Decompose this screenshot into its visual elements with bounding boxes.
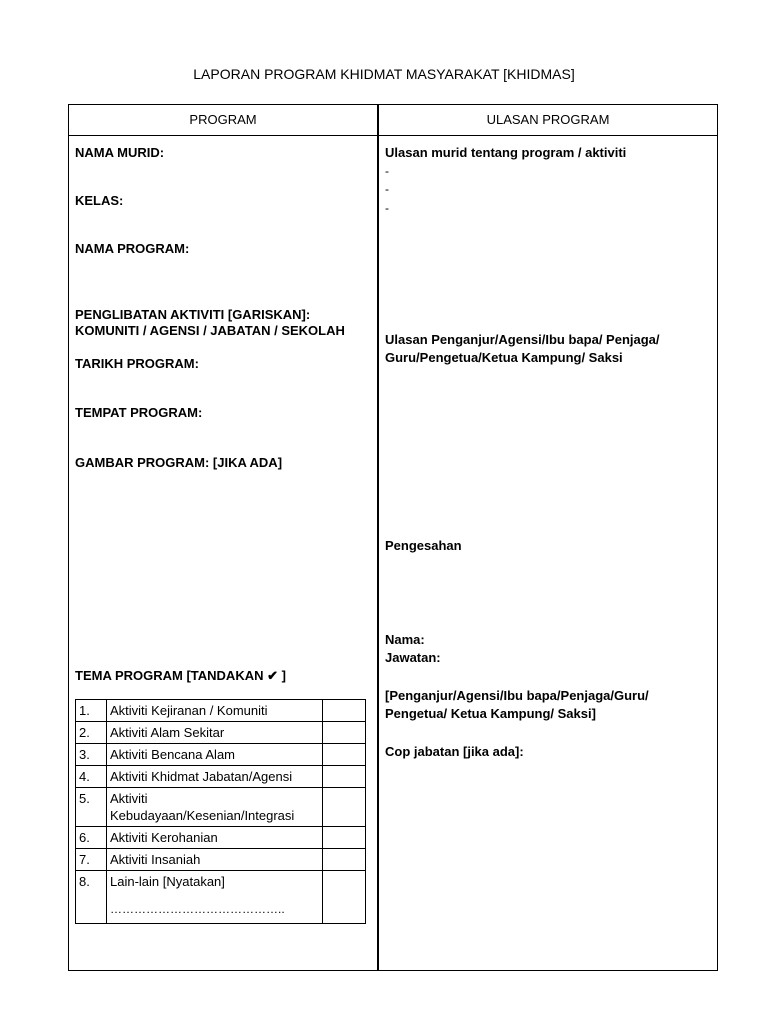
header-ulasan-program: ULASAN PROGRAM (486, 112, 610, 127)
row-label: Lain-lain [Nyatakan] (110, 874, 225, 889)
tick-cell[interactable] (323, 700, 366, 722)
label-penganjur-list-cont: Pengetua/ Ketua Kampung/ Saksi] (385, 706, 596, 721)
row-number: 5. (76, 788, 107, 827)
row-label: Aktiviti Insaniah (107, 849, 323, 871)
row-label: Aktiviti Alam Sekitar (107, 722, 323, 744)
row-label: Aktiviti Khidmat Jabatan/Agensi (107, 766, 323, 788)
row-label: Aktiviti Bencana Alam (107, 744, 323, 766)
label-jawatan: Jawatan: (385, 650, 441, 665)
label-kelas: KELAS: (75, 193, 124, 208)
row-number: 6. (76, 827, 107, 849)
tick-cell[interactable] (323, 766, 366, 788)
label-ulasan-murid: Ulasan murid tentang program / aktiviti (385, 145, 627, 160)
label-penganjur-list: [Penganjur/Agensi/Ibu bapa/Penjaga/Guru/ (385, 688, 649, 703)
row-label: Aktiviti Kerohanian (107, 827, 323, 849)
row-number: 1. (76, 700, 107, 722)
row-label: Aktiviti Kebudayaan/Kesenian/Integrasi (107, 788, 323, 827)
label-cop-jabatan: Cop jabatan [jika ada]: (385, 744, 524, 759)
row-number: 8. (76, 871, 107, 924)
label-tema-program: TEMA PROGRAM [TANDAKAN ✔ ] (75, 668, 286, 683)
bullet-dash: - (385, 182, 389, 196)
label-nama-murid: NAMA MURID: (75, 145, 165, 160)
tick-cell[interactable] (323, 722, 366, 744)
label-ulasan-penganjur-cont: Guru/Pengetua/Ketua Kampung/ Saksi (385, 350, 623, 365)
table-row (76, 700, 366, 722)
table-row (76, 744, 366, 766)
bullet-dash: - (385, 201, 389, 215)
row-label-other (107, 871, 323, 924)
table-row (76, 849, 366, 871)
tick-cell[interactable] (323, 849, 366, 871)
tick-cell[interactable] (323, 788, 366, 827)
table-row (76, 766, 366, 788)
row-number: 4. (76, 766, 107, 788)
header-divider (68, 135, 718, 136)
table-row (76, 722, 366, 744)
label-nama-program: NAMA PROGRAM: (75, 241, 190, 256)
label-penglibatan-options: KOMUNITI / AGENSI / JABATAN / SEKOLAH (75, 323, 345, 338)
row-number: 7. (76, 849, 107, 871)
page-title: LAPORAN PROGRAM KHIDMAT MASYARAKAT [KHIDMAS] (193, 66, 575, 82)
label-tempat-program: TEMPAT PROGRAM: (75, 405, 203, 420)
tema-table (75, 699, 366, 924)
bullet-dash: - (385, 164, 389, 178)
row-number: 3. (76, 744, 107, 766)
row-label: Aktiviti Kejiranan / Komuniti (107, 700, 323, 722)
row-number: 2. (76, 722, 107, 744)
tick-cell[interactable] (323, 827, 366, 849)
table-row (76, 788, 366, 827)
label-penglibatan: PENGLIBATAN AKTIVITI [GARISKAN]: (75, 307, 311, 322)
label-tarikh-program: TARIKH PROGRAM: (75, 356, 199, 371)
header-program: PROGRAM (189, 112, 257, 127)
tick-cell[interactable] (323, 871, 366, 924)
column-divider (377, 104, 379, 971)
label-pengesahan: Pengesahan (385, 538, 462, 553)
label-ulasan-penganjur: Ulasan Penganjur/Agensi/Ibu bapa/ Penjaga/ (385, 332, 660, 347)
fill-in-dots[interactable]: …………………………………….. (110, 902, 285, 916)
label-nama: Nama: (385, 632, 425, 647)
label-gambar-program: GAMBAR PROGRAM: [JIKA ADA] (75, 455, 283, 470)
table-row (76, 871, 366, 924)
tick-cell[interactable] (323, 744, 366, 766)
table-row (76, 827, 366, 849)
